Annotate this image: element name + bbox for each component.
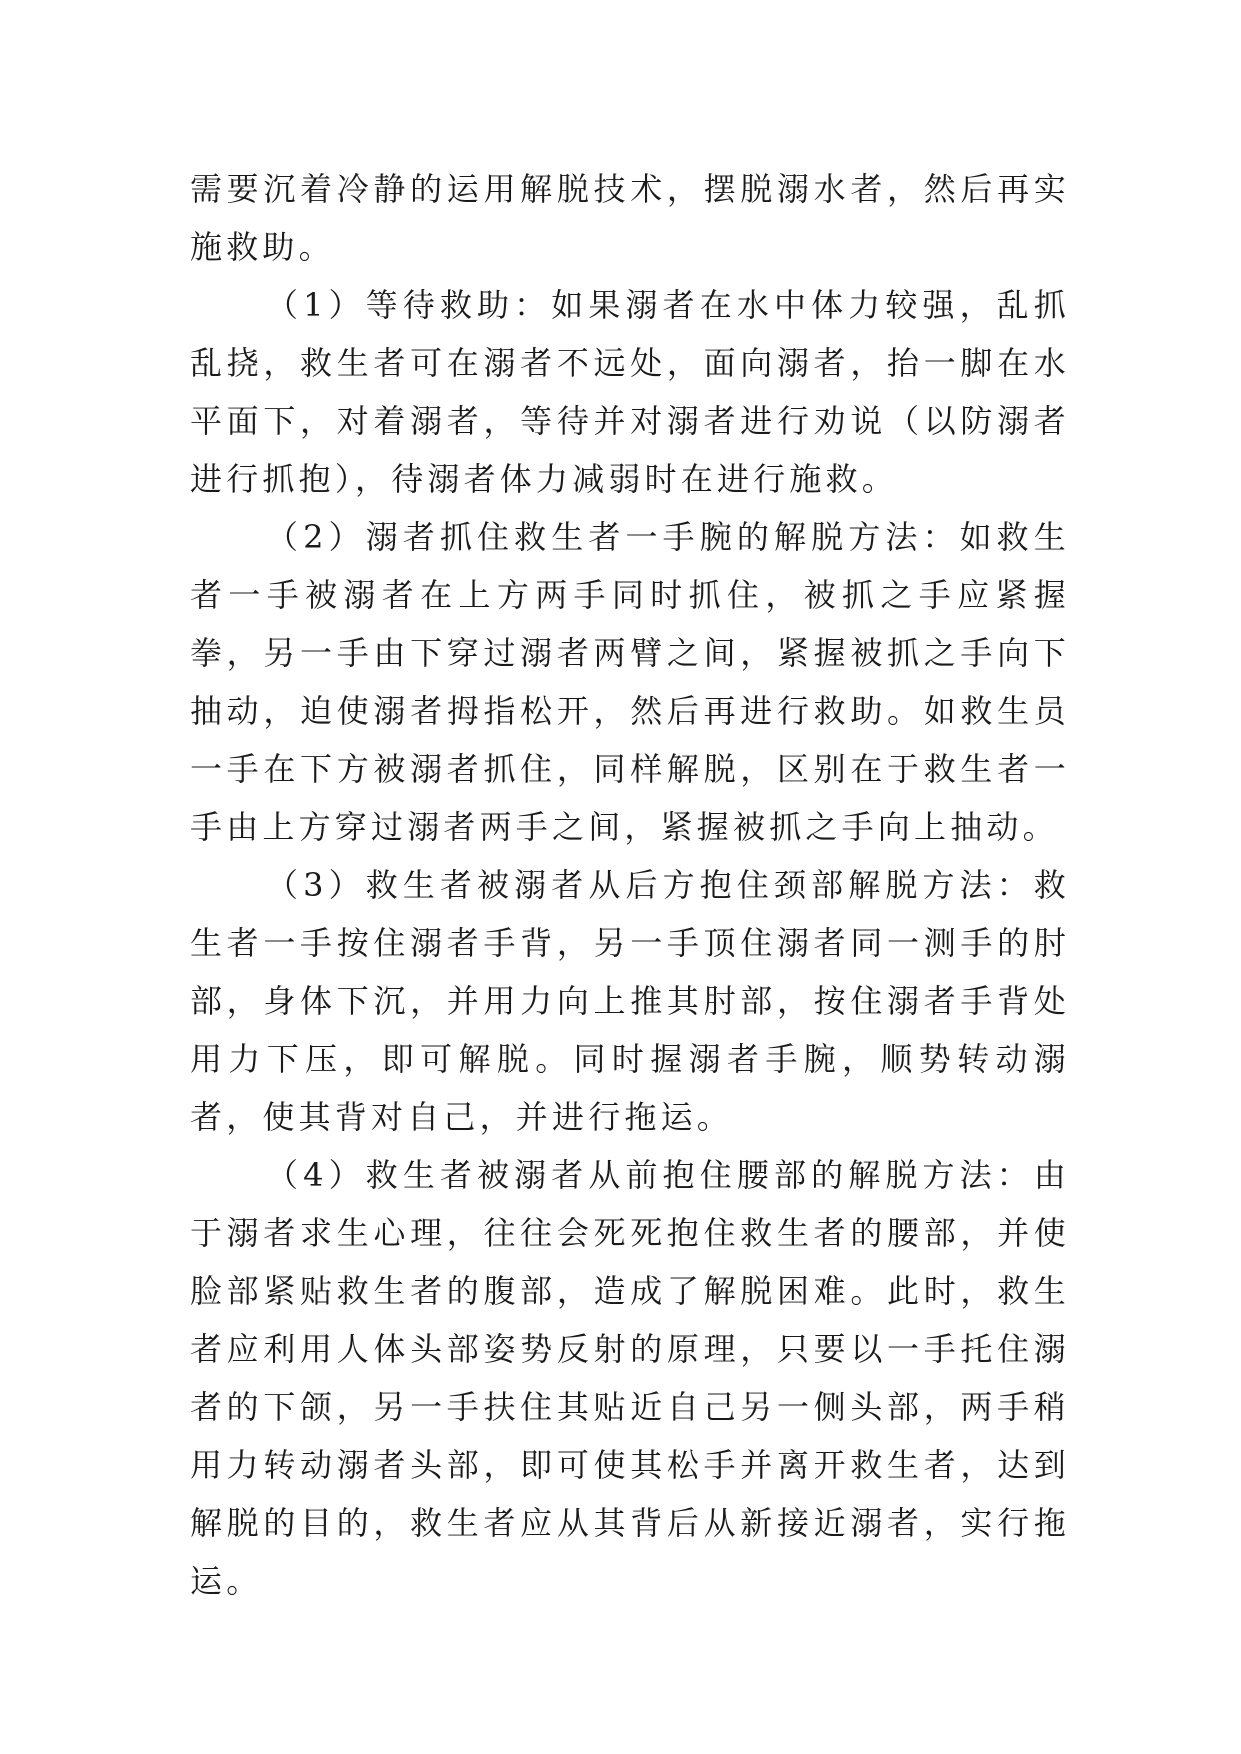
paragraph-wrist-release: （2）溺者抓住救生者一手腕的解脱方法：如救生者一手被溺者在上方两手同时抓住，被抓之手应紧握拳，另一手由下穿过溺者两臂之间，紧握被抓之手向下抽动，迫使溺者拇指松开，然后再进行救助。如救生员一手在下方被溺者抓住，同样解脱，区别在于救生者一手由上方穿过溺者两手之间，紧握被抓之手向上抽动。 [190, 518, 1070, 846]
paragraph-neck-release: （3）救生者被溺者从后方抱住颈部解脱方法：救生者一手按住溺者手背，另一手顶住溺者同一测手的肘部，身体下沉，并用力向上推其肘部，按住溺者手背处用力下压，即可解脱。同时握溺者手腕，顺势转动溺者，使其背对自己，并进行拖运。 [190, 866, 1070, 1136]
paragraph-waist-release: （4）救生者被溺者从前抱住腰部的解脱方法：由于溺者求生心理，往往会死死抱住救生者的腰部，并使脸部紧贴救生者的腹部，造成了解脱困难。此时，救生者应利用人体头部姿势反射的原理，只要以一手托住溺者的下颌，另一手扶住其贴近自己另一侧头部，两手稍用力转动溺者头部，即可使其松手并离开救生者，达到解脱的目的，救生者应从其背后从新接近溺者，实行拖运。 [190, 1156, 1070, 1600]
paragraph-wait-for-rescue: （1）等待救助：如果溺者在水中体力较强，乱抓乱挠，救生者可在溺者不远处，面向溺者，抬一脚在水平面下，对着溺者，等待并对溺者进行劝说（以防溺者进行抓抱），待溺者体力减弱时在进行施救。 [190, 286, 1070, 498]
paragraph-continuation: 需要沉着冷静的运用解脱技术，摆脱溺水者，然后再实施救助。 [190, 170, 1070, 266]
